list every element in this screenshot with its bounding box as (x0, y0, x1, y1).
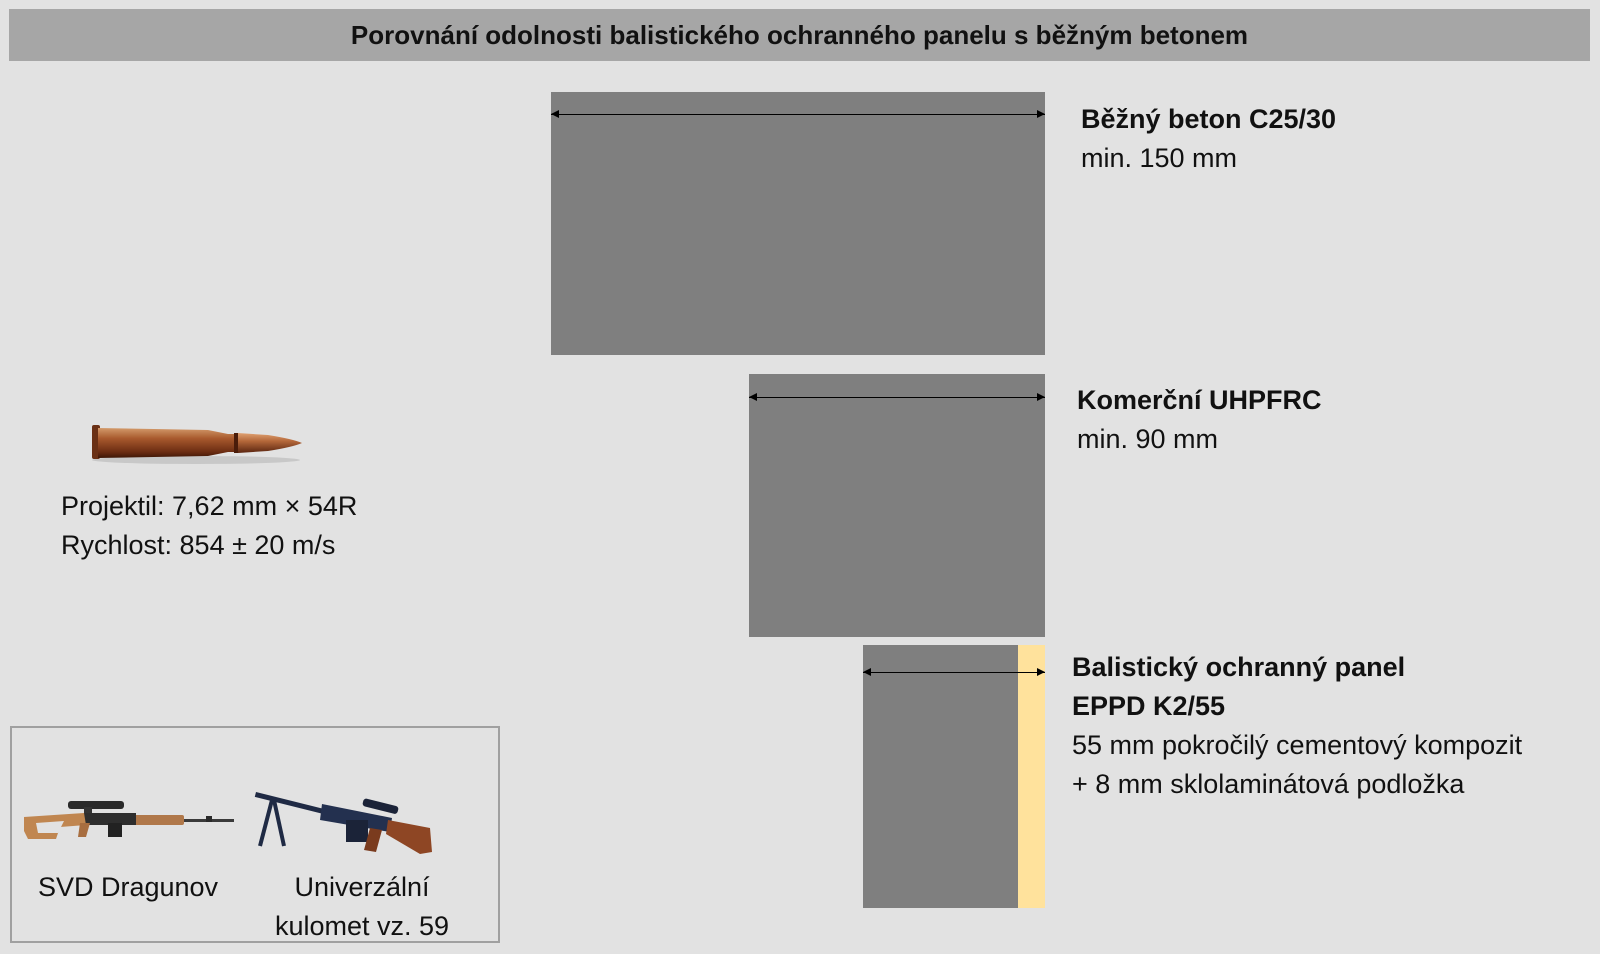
vz59-label (252, 868, 472, 946)
concrete-c25-30-label (1081, 100, 1336, 178)
svd-dragunov-rifle-icon (20, 795, 238, 845)
uhpfrc-thickness: min. 90 mm (1077, 424, 1219, 454)
svd-dragunov-name: SVD Dragunov (37, 872, 219, 902)
ballistic-panel-name-line1: Balistický ochranný panel (1072, 652, 1406, 682)
concrete-c25-30-thickness: min. 150 mm (1081, 143, 1238, 173)
vz59-name-line2: kulomet vz. 59 (274, 911, 450, 941)
ballistic-panel-composite-block (863, 645, 1018, 908)
svd-dragunov-label (28, 868, 228, 907)
concrete-c25-30-thickness-arrow (551, 114, 1045, 115)
ballistic-panel-name-line2: EPPD K2/55 (1072, 691, 1226, 721)
concrete-c25-30-block (551, 92, 1045, 355)
uhpfrc-thickness-arrow (749, 397, 1045, 398)
ballistic-panel-detail-line1: 55 mm pokročilý cementový kompozit (1072, 730, 1523, 760)
vz59-name-line1: Univerzální (294, 872, 430, 902)
uhpfrc-label (1077, 381, 1322, 459)
projectile-caliber: Projektil: 7,62 mm × 54R (61, 491, 358, 521)
page-title-bar (9, 9, 1590, 61)
ballistic-panel-backing-layer (1018, 645, 1045, 908)
bullet-cartridge-icon (88, 420, 304, 468)
uhpfrc-block (749, 374, 1045, 637)
page-title: Porovnání odolnosti balistického ochranného panelu s běžným betonem (350, 19, 1249, 50)
ballistic-panel-thickness-arrow (863, 672, 1045, 673)
projectile-velocity: Rychlost: 854 ± 20 m/s (61, 530, 336, 560)
ballistic-panel-detail-line2: + 8 mm sklolaminátová podložka (1072, 769, 1465, 799)
projectile-info (61, 487, 357, 565)
uhpfrc-name: Komerční UHPFRC (1077, 385, 1322, 415)
concrete-c25-30-name: Běžný beton C25/30 (1081, 104, 1337, 134)
vz59-machine-gun-icon (252, 782, 438, 858)
ballistic-panel-label (1072, 648, 1522, 804)
